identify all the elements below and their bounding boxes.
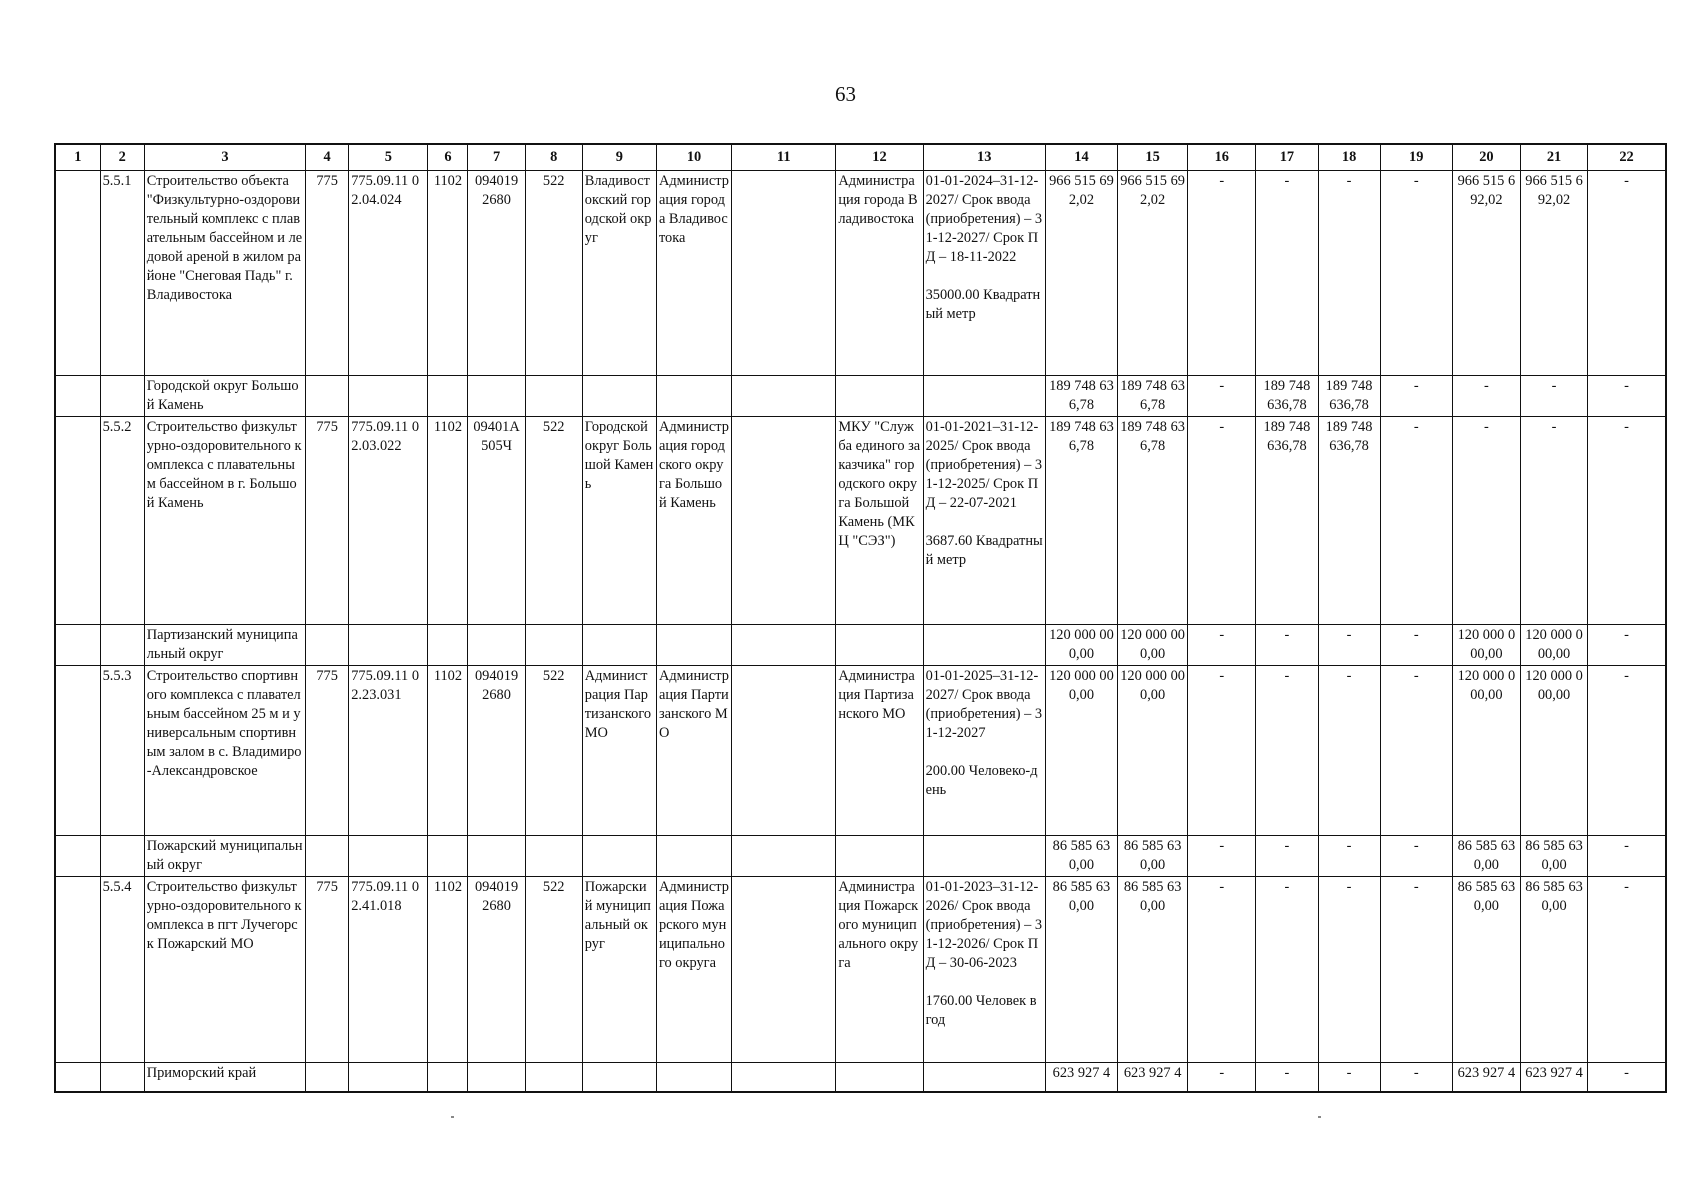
page-number: 63 [835,82,856,106]
amount-c15: 189 748 636,78 [1118,376,1188,417]
column-number: 3 [144,144,305,171]
cell-empty [732,836,836,877]
cell-empty [525,836,582,877]
amount-c19: - [1380,836,1452,877]
object-name: Строительство объекта "Физкультурно-оздоровительный комплекс с плавательным бассейном и ледовой ареной в жилом районе "Снеговая Падь" г. Владивостока [144,171,305,376]
cell-empty [582,836,656,877]
cell-empty [582,625,656,666]
cell-c11 [732,171,836,376]
cell-empty [836,836,923,877]
amount-c19: - [1380,666,1452,836]
column-number-row [55,144,1666,171]
cell-empty [836,625,923,666]
cell-empty [582,1063,656,1092]
cell-c7: 094019 2680 [468,877,525,1063]
amount-c21: 623 927 4 [1520,1063,1587,1092]
cell-c5: 775.09.11 02.04.024 [349,171,428,376]
object-name: Строительство физкультурно-оздоровительного комплекса с плавательным бассейном в г. Большой Камень [144,417,305,625]
amount-c20: 120 000 000,00 [1452,625,1520,666]
amount-c14: 189 748 636,78 [1045,376,1117,417]
subtotal-name: Пожарский муниципальный округ [144,836,305,877]
item-code: 5.5.4 [100,877,144,1063]
cell-empty [55,625,100,666]
amount-c20: 623 927 4 [1452,1063,1520,1092]
dates-text: 01-01-2021–31-12-2025/ Срок ввода (приобретения) – 31-12-2025/ Срок ПД – 22-07-2021 [925,419,1043,511]
column-number: 14 [1045,144,1117,171]
cell-c5: 775.09.11 02.23.031 [349,666,428,836]
column-number: 20 [1452,144,1520,171]
dates-capacity [923,417,1045,625]
amount-c22: - [1588,171,1666,376]
customer: Администрация города Владивостока [836,171,923,376]
column-number: 5 [349,144,428,171]
column-number: 19 [1380,144,1452,171]
customer: МКУ "Служба единого заказчика" городского округа Большой Камень (МКЦ "СЭЗ") [836,417,923,625]
item-code: 5.5.2 [100,417,144,625]
cell-c7: 094019 2680 [468,666,525,836]
subtotal-row [55,376,1666,417]
cell-c8: 522 [525,171,582,376]
cell-empty [428,625,468,666]
amount-c15: 120 000 000,00 [1118,666,1188,836]
object-name: Строительство спортивного комплекса с плавательным бассейном 25 м и универсальным спортивным залом в с. Владимиро-Александровское [144,666,305,836]
column-number: 6 [428,144,468,171]
cell-empty [836,376,923,417]
cell-empty [923,1063,1045,1092]
cell-c8: 522 [525,666,582,836]
column-number: 22 [1588,144,1666,171]
cell-c11 [732,417,836,625]
cell-empty [525,376,582,417]
cell-empty [525,625,582,666]
responsible-body: Администрация Партизанского МО [656,666,731,836]
amount-c15: 189 748 636,78 [1118,417,1188,625]
capacity-text: 200.00 Человеко-день [925,763,1038,798]
scan-speck [1318,1116,1321,1118]
responsible-body: Администрация городского округа Большой Камень [656,417,731,625]
cell-empty [656,625,731,666]
dates-text: 01-01-2025–31-12-2027/ Срок ввода (приобретения) – 31-12-2027 [925,668,1043,741]
amount-c18: - [1318,1063,1380,1092]
column-number: 10 [656,144,731,171]
cell-empty [468,625,525,666]
cell-empty [349,376,428,417]
amount-c17: - [1256,877,1318,1063]
cell-empty [923,836,1045,877]
amount-c16: - [1188,836,1256,877]
cell-c6: 1102 [428,417,468,625]
cell-empty [55,836,100,877]
column-number: 16 [1188,144,1256,171]
item-code: 5.5.3 [100,666,144,836]
capacity-text: 1760.00 Человек в год [925,993,1037,1028]
column-number: 4 [306,144,349,171]
amount-c17: - [1256,666,1318,836]
amount-c20: - [1452,376,1520,417]
amount-c22: - [1588,417,1666,625]
subtotal-name: Партизанский муниципальный округ [144,625,305,666]
customer: Администрация Партизанского МО [836,666,923,836]
responsible-body: Администрация Пожарского муниципального округа [656,877,731,1063]
amount-c14: 623 927 4 [1045,1063,1117,1092]
cell-c11 [732,666,836,836]
amount-c15: 86 585 630,00 [1118,877,1188,1063]
cell-empty [836,1063,923,1092]
amount-c14: 86 585 630,00 [1045,836,1117,877]
cell-empty [468,376,525,417]
dates-capacity [923,666,1045,836]
amount-c20: 120 000 000,00 [1452,666,1520,836]
amount-c17: - [1256,836,1318,877]
amount-c21: 966 515 692,02 [1520,171,1587,376]
amount-c22: - [1588,877,1666,1063]
capacity-text: 35000.00 Квадратный метр [925,287,1041,322]
column-number: 17 [1256,144,1318,171]
total-name: Приморский край [144,1063,305,1092]
amount-c18: - [1318,171,1380,376]
cell-empty [732,625,836,666]
cell-empty [468,836,525,877]
investment-objects-table [54,143,1667,1093]
amount-c21: 86 585 630,00 [1520,877,1587,1063]
amount-c16: - [1188,171,1256,376]
cell-empty [55,1063,100,1092]
amount-c16: - [1188,1063,1256,1092]
customer: Администрация Пожарского муниципального округа [836,877,923,1063]
cell-c11 [732,877,836,1063]
table-row [55,417,1666,625]
amount-c20: 966 515 692,02 [1452,171,1520,376]
responsible-body: Администрация города Владивостока [656,171,731,376]
cell-empty [732,1063,836,1092]
municipality: Владивостокский городской округ [582,171,656,376]
amount-c20: - [1452,417,1520,625]
cell-empty [525,1063,582,1092]
cell-empty [55,171,100,376]
column-number: 11 [732,144,836,171]
cell-c4: 775 [306,666,349,836]
amount-c16: - [1188,376,1256,417]
cell-c7: 09401А 505Ч [468,417,525,625]
amount-c16: - [1188,417,1256,625]
cell-c4: 775 [306,877,349,1063]
amount-c22: - [1588,625,1666,666]
cell-empty [656,1063,731,1092]
table-row [55,171,1666,376]
subtotal-row [55,836,1666,877]
amount-c20: 86 585 630,00 [1452,877,1520,1063]
column-number: 9 [582,144,656,171]
cell-empty [55,417,100,625]
amount-c17: - [1256,1063,1318,1092]
cell-empty [306,376,349,417]
amount-c22: - [1588,376,1666,417]
cell-c6: 1102 [428,666,468,836]
amount-c19: - [1380,376,1452,417]
table-row [55,666,1666,836]
amount-c17: 189 748 636,78 [1256,417,1318,625]
amount-c15: 120 000 000,00 [1118,625,1188,666]
amount-c19: - [1380,877,1452,1063]
total-row [55,1063,1666,1092]
amount-c22: - [1588,836,1666,877]
dates-capacity [923,171,1045,376]
amount-c15: 86 585 630,00 [1118,836,1188,877]
amount-c14: 966 515 692,02 [1045,171,1117,376]
column-number: 12 [836,144,923,171]
cell-empty [349,1063,428,1092]
cell-empty [656,836,731,877]
column-number: 7 [468,144,525,171]
cell-c7: 094019 2680 [468,171,525,376]
cell-c4: 775 [306,171,349,376]
column-number: 8 [525,144,582,171]
amount-c21: 120 000 000,00 [1520,666,1587,836]
dates-text: 01-01-2024–31-12-2027/ Срок ввода (приобретения) – 31-12-2027/ Срок ПД – 18-11-2022 [925,173,1043,265]
cell-empty [923,625,1045,666]
amount-c22: - [1588,666,1666,836]
cell-empty [100,625,144,666]
amount-c18: - [1318,666,1380,836]
cell-empty [582,376,656,417]
amount-c21: 86 585 630,00 [1520,836,1587,877]
cell-empty [428,1063,468,1092]
cell-c4: 775 [306,417,349,625]
cell-empty [468,1063,525,1092]
cell-empty [55,666,100,836]
cell-empty [428,376,468,417]
cell-empty [100,836,144,877]
amount-c17: - [1256,171,1318,376]
amount-c19: - [1380,171,1452,376]
scan-speck [451,1116,454,1118]
cell-empty [428,836,468,877]
column-number: 21 [1520,144,1587,171]
subtotal-name: Городской округ Большой Камень [144,376,305,417]
amount-c15: 623 927 4 [1118,1063,1188,1092]
amount-c18: - [1318,625,1380,666]
cell-empty [306,1063,349,1092]
cell-c8: 522 [525,417,582,625]
amount-c17: - [1256,625,1318,666]
amount-c18: - [1318,836,1380,877]
amount-c14: 189 748 636,78 [1045,417,1117,625]
amount-c19: - [1380,1063,1452,1092]
item-code: 5.5.1 [100,171,144,376]
column-number: 2 [100,144,144,171]
dates-capacity [923,877,1045,1063]
column-number: 15 [1118,144,1188,171]
cell-empty [100,1063,144,1092]
amount-c19: - [1380,625,1452,666]
municipality: Пожарский муниципальный округ [582,877,656,1063]
amount-c14: 86 585 630,00 [1045,877,1117,1063]
cell-empty [306,625,349,666]
amount-c14: 120 000 000,00 [1045,625,1117,666]
object-name: Строительство физкультурно-оздоровительного комплекса в пгт Лучегорск Пожарский МО [144,877,305,1063]
amount-c22: - [1588,1063,1666,1092]
cell-c6: 1102 [428,877,468,1063]
amount-c19: - [1380,417,1452,625]
amount-c16: - [1188,666,1256,836]
cell-empty [55,877,100,1063]
table-row [55,877,1666,1063]
cell-empty [100,376,144,417]
column-number: 13 [923,144,1045,171]
capacity-text: 3687.60 Квадратный метр [925,533,1043,568]
cell-empty [306,836,349,877]
amount-c21: 120 000 000,00 [1520,625,1587,666]
amount-c16: - [1188,877,1256,1063]
amount-c15: 966 515 692,02 [1118,171,1188,376]
cell-empty [349,836,428,877]
dates-text: 01-01-2023–31-12-2026/ Срок ввода (приобретения) – 31-12-2026/ Срок ПД – 30-06-2023 [925,879,1043,971]
amount-c20: 86 585 630,00 [1452,836,1520,877]
cell-c5: 775.09.11 02.03.022 [349,417,428,625]
amount-c18: 189 748 636,78 [1318,417,1380,625]
amount-c18: - [1318,877,1380,1063]
municipality: Городской округ Большой Камень [582,417,656,625]
amount-c14: 120 000 000,00 [1045,666,1117,836]
cell-empty [923,376,1045,417]
cell-c6: 1102 [428,171,468,376]
amount-c21: - [1520,376,1587,417]
amount-c21: - [1520,417,1587,625]
cell-empty [55,376,100,417]
subtotal-row [55,625,1666,666]
cell-empty [349,625,428,666]
amount-c18: 189 748 636,78 [1318,376,1380,417]
column-number: 1 [55,144,100,171]
municipality: Администрация Партизанского МО [582,666,656,836]
cell-c8: 522 [525,877,582,1063]
cell-c5: 775.09.11 02.41.018 [349,877,428,1063]
cell-empty [656,376,731,417]
cell-empty [732,376,836,417]
amount-c17: 189 748 636,78 [1256,376,1318,417]
column-number: 18 [1318,144,1380,171]
amount-c16: - [1188,625,1256,666]
